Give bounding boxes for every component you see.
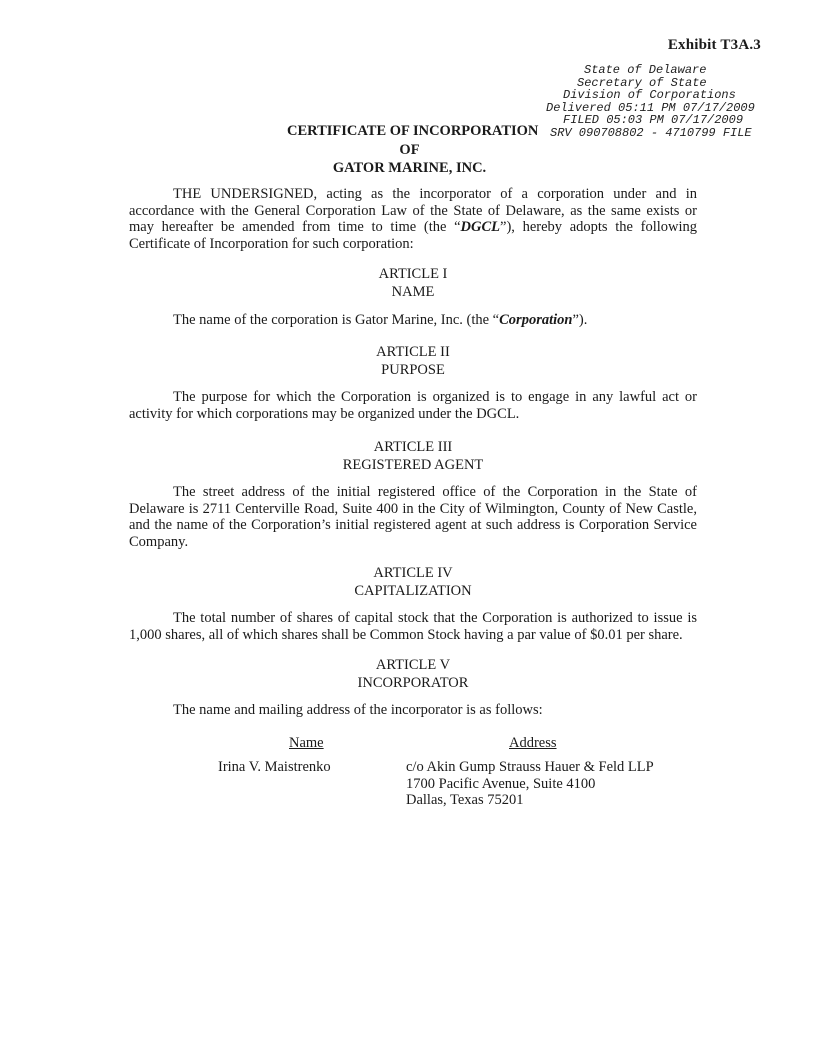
intro-text-before: THE UNDERSIGNED, acting as the incorporator of a corporation under and in accordance with the General Corporation Law of the State of Delaware, as the same exists or may hereafter be amended from time to time (the “: [129, 186, 697, 235]
article-1-text-after: ”).: [572, 312, 588, 328]
article-1-number: ARTICLE I: [378, 266, 448, 282]
article-3-text: The street address of the initial registered office of the Corporation in the State of Delaware is 2711 Centerville Road, Suite 400 in the City of Wilmington, County of New Castle, and the name of the Corporation’s initial registered agent at such address is Corporation Service Company.: [129, 484, 697, 550]
defined-term-corporation: Corporation: [499, 312, 573, 328]
filing-stamp: [546, 64, 766, 139]
article-5-title: INCORPORATOR: [357, 675, 469, 691]
incorporator-name: Irina V. Maistrenko: [218, 759, 331, 775]
company-name: GATOR MARINE, INC.: [332, 160, 487, 176]
article-3: [129, 438, 697, 550]
article-5: [129, 656, 697, 719]
incorporator-address: [406, 759, 654, 809]
stamp-line-srv: SRV 090708802 - 4710799 FILE: [550, 125, 752, 140]
article-3-number: ARTICLE III: [373, 439, 453, 455]
article-3-title: REGISTERED AGENT: [342, 457, 484, 473]
title-of: OF: [399, 142, 420, 158]
article-4-title: CAPITALIZATION: [354, 583, 472, 599]
article-2-text: The purpose for which the Corporation is organized is to engage in any lawful act or activity for which corporations may be organized under the DGCL.: [129, 389, 697, 422]
address-line-1: c/o Akin Gump Strauss Hauer & Feld LLP: [406, 759, 654, 775]
document-title: CERTIFICATE OF INCORPORATION: [287, 123, 539, 139]
stamp-line-state: State of Delaware: [584, 63, 707, 77]
article-4: [129, 564, 697, 643]
article-4-text: The total number of shares of capital stock that the Corporation is authorized to issue is 1,000 shares, all of which shares shall be Common Stock having a par value of $0.01 per share.: [129, 610, 697, 643]
address-line-3: Dallas, Texas 75201: [406, 792, 524, 808]
article-1: [129, 265, 697, 329]
stamp-line-filed: FILED 05:03 PM 07/17/2009: [563, 113, 744, 127]
stamp-line-delivered: Delivered 05:11 PM 07/17/2009: [546, 100, 755, 115]
article-5-text: The name and mailing address of the incorporator is as follows:: [173, 702, 543, 718]
exhibit-label: Exhibit T3A.3: [667, 37, 761, 53]
name-column-header: Name: [289, 735, 324, 751]
intro-text-after: ”), hereby adopts the following Certificate of Incorporation for such corporation:: [129, 219, 697, 252]
article-2-number: ARTICLE II: [376, 344, 450, 360]
intro-paragraph: [129, 186, 697, 252]
article-4-number: ARTICLE IV: [373, 565, 453, 581]
article-1-text-before: The name of the corporation is Gator Marine, Inc. (the “: [173, 312, 500, 328]
address-column-header: Address: [509, 735, 557, 751]
address-line-2: 1700 Pacific Avenue, Suite 4100: [406, 775, 596, 792]
defined-term-dgcl: DGCL: [460, 219, 501, 235]
article-2: [129, 343, 697, 422]
stamp-line-secretary: Secretary of State: [577, 75, 707, 90]
article-2-title: PURPOSE: [381, 362, 445, 378]
article-1-title: NAME: [391, 284, 435, 300]
article-5-number: ARTICLE V: [375, 657, 451, 673]
stamp-line-division: Division of Corporations: [563, 88, 736, 102]
